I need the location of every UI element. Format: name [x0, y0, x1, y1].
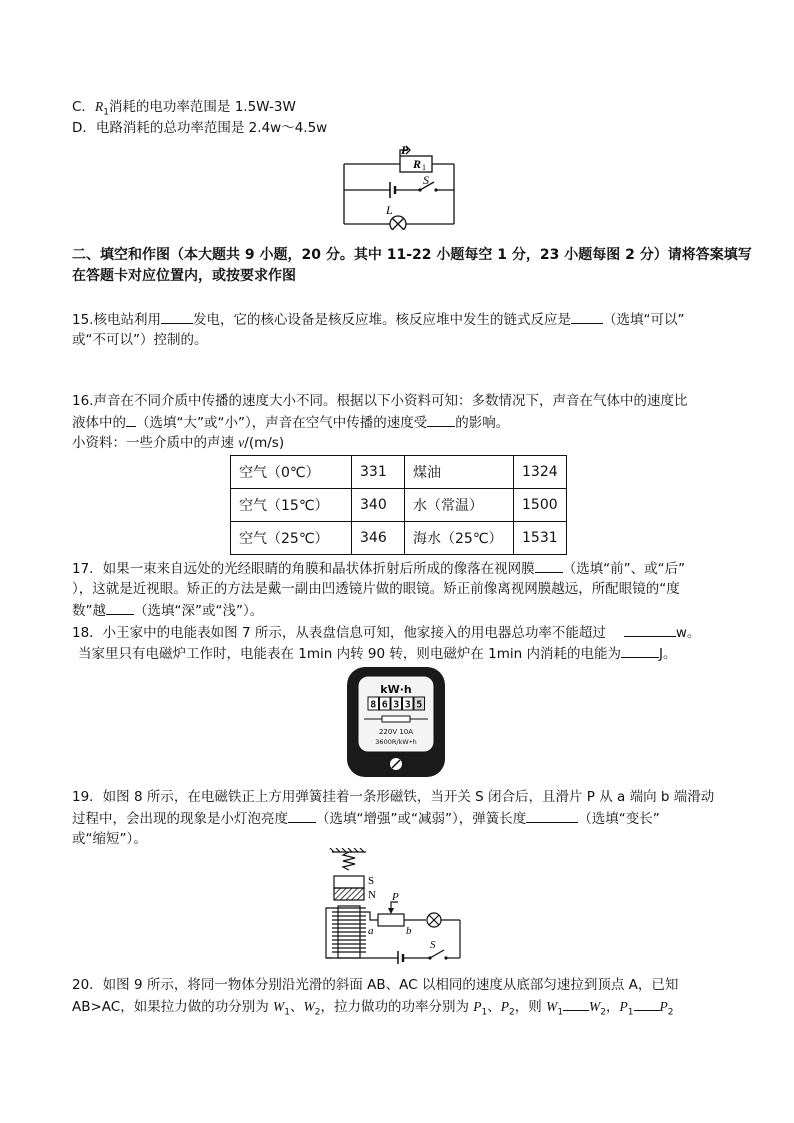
switch-s-label: S: [430, 939, 436, 951]
section2-line1: 二、填空和作图（本大题共 9 小题，20 分。其中 11-22 小题每空 1 分，23 小题每图 2 分）请将答案填写: [72, 247, 752, 263]
meter-unit: kW·h: [380, 683, 412, 696]
electric-meter-figure: [346, 666, 446, 778]
meter-digit: 6: [381, 699, 388, 711]
q15-line2: 或“不可以”）控制的。: [72, 332, 208, 348]
q19-line1: 19．如图 8 所示，在电磁铁正上方用弹簧挂着一条形磁铁，当开关 S 闭合后，且滑片 P 从 a 端向 b 端滑动: [72, 789, 715, 805]
table-cell: 331: [352, 456, 405, 489]
q17-blank1[interactable]: [535, 558, 563, 573]
meter-spec2: 3600R/kW•h: [375, 738, 417, 746]
q20-line2: AB>AC，如果拉力做的功分别为 $W_1$、$W_2$，拉力做功的功率分别为 $P_1$、$P_2$，则 $W_1$ $W_2$，$P_1$ $P_2$: [72, 996, 674, 1023]
sound-speed-table: [230, 455, 567, 555]
q18-blank2[interactable]: [621, 643, 659, 658]
table-row: [231, 522, 567, 555]
electromagnet-figure: [318, 848, 474, 964]
table-cell: 水（常温）: [405, 489, 514, 522]
magnet-n-label: N: [368, 889, 376, 901]
table-row: [231, 456, 567, 489]
q20-blank2[interactable]: [634, 996, 660, 1011]
table-cell: 空气（25℃）: [231, 522, 352, 555]
table-cell: 340: [352, 489, 405, 522]
circuit-figure-top: [338, 142, 462, 230]
meter-digit: 5: [416, 699, 423, 711]
end-b-label: b: [406, 925, 412, 937]
section2-line2: 在答题卡对应位置内，或按要求作图: [72, 268, 296, 284]
q15-line1: 15.核电站利用 发电，它的核心设备是核反应堆。核反应堆中发生的链式反应是 （选填“可以”: [72, 309, 684, 330]
meter-digit: 3: [404, 699, 411, 711]
option-c: C．$R_1$消耗的电功率范围是 1.5W-3W: [72, 99, 296, 118]
table-cell: 海水（25℃）: [405, 522, 514, 555]
table-cell: 煤油: [405, 456, 514, 489]
table-cell: 空气（15℃）: [231, 489, 352, 522]
q18-blank1[interactable]: [624, 622, 676, 637]
table-row: [231, 489, 567, 522]
label-l: L: [386, 203, 393, 217]
q19-blank1[interactable]: [288, 808, 316, 823]
q19-line3: 或“缩短”）。: [72, 831, 147, 847]
q15-blank1[interactable]: [161, 309, 193, 324]
table-cell: 空气（0℃）: [231, 456, 352, 489]
q16-blank1[interactable]: [126, 412, 136, 427]
table-cell: 1324: [514, 456, 567, 489]
q15-blank2[interactable]: [571, 309, 603, 324]
meter-spec1: 220V 10A: [378, 728, 414, 736]
q17-blank2[interactable]: [106, 600, 134, 615]
slider-p-label: P: [392, 891, 399, 903]
meter-digits: [368, 697, 425, 711]
label-r1: R: [413, 157, 422, 171]
q18-line2: 当家里只有电磁炉工作时，电能表在 1min 内转 90 转，则电磁炉在 1min 内消耗的电能为 J。: [78, 643, 677, 664]
q19-blank2[interactable]: [526, 808, 578, 823]
q17-line2: ），这就是近视眼。矫正的方法是戴一副由凹透镜片做的眼镜。矫正前像离视网膜越远，所配眼镜的“度: [72, 581, 680, 597]
option-d: D．电路消耗的总功率范围是 2.4w～4.5w: [72, 120, 328, 136]
q16-line3: 小资料：一些介质中的声速 v/(m/s): [72, 435, 285, 451]
q16-blank2[interactable]: [427, 412, 455, 427]
label-r1-sub: 1: [422, 163, 426, 172]
q16-line2: 液体中的 （选填“大”或“小”），声音在空气中传播的速度受 的影响。: [72, 412, 509, 433]
end-a-label: a: [368, 925, 374, 937]
table-cell: 346: [352, 522, 405, 555]
label-p: P: [401, 143, 409, 157]
q20-line1: 20．如图 9 所示，将同一物体分别沿光滑的斜面 AB、AC 以相同的速度从底部匀速拉到顶点 A，已知: [72, 977, 679, 993]
table-cell: 1500: [514, 489, 567, 522]
label-s: S: [423, 173, 429, 187]
q16-line1: 16.声音在不同介质中传播的速度大小不同。根据以下小资料可知：多数情况下，声音在气体中的速度比: [72, 393, 688, 409]
q19-line2: 过程中，会出现的现象是小灯泡亮度 （选填“增强”或“减弱”），弹簧长度 （选填“变长”: [72, 808, 660, 829]
table-cell: 1531: [514, 522, 567, 555]
q18-line1: 18．小王家中的电能表如图 7 所示，从表盘信息可知，他家接入的用电器总功率不能超过 w。: [72, 622, 700, 643]
q17-line1: 17．如果一束来自远处的光经眼睛的角膜和晶状体折射后所成的像落在视网膜 （选填“前”、或“后”: [72, 558, 685, 579]
q17-line3: 数”越 （选填“深”或“浅”）。: [72, 600, 263, 621]
q20-blank1[interactable]: [563, 996, 589, 1011]
magnet-s-label: S: [368, 875, 375, 887]
meter-digit: 3: [393, 699, 400, 711]
meter-digit: 8: [370, 699, 377, 711]
